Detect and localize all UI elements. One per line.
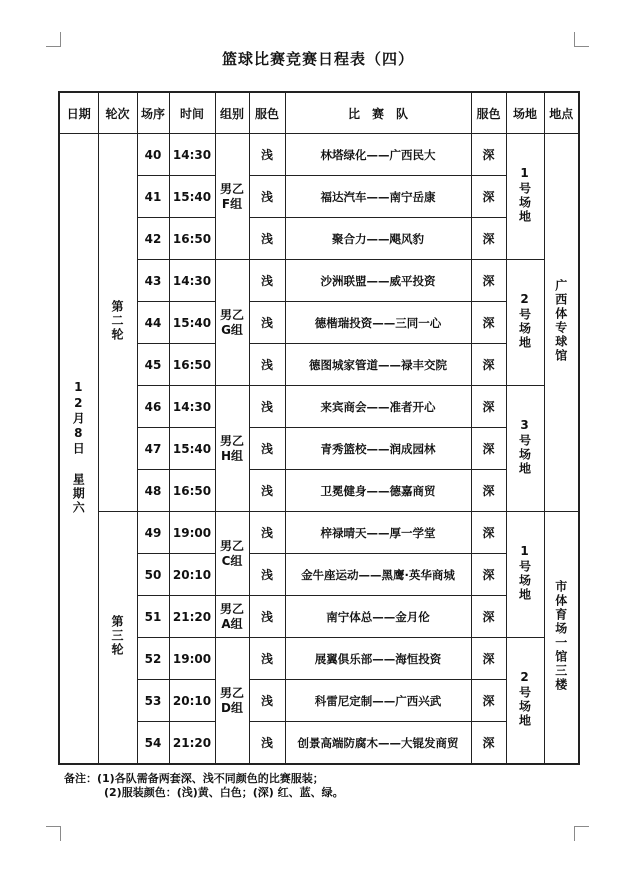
light-color: 浅 — [249, 302, 285, 344]
game-time: 15:40 — [169, 302, 215, 344]
round-cell — [98, 512, 137, 765]
light-color: 浅 — [249, 470, 285, 512]
note-line-1: 备注：(1)各队需备两套深、浅不同颜色的比赛服装； — [64, 772, 324, 785]
group-cell — [215, 386, 249, 512]
table-row — [59, 386, 579, 428]
dark-color: 深 — [471, 218, 506, 260]
dark-color: 深 — [471, 512, 506, 554]
round-label: 第二轮 — [110, 300, 124, 342]
game-no: 44 — [137, 302, 169, 344]
game-no: 54 — [137, 722, 169, 765]
light-color: 浅 — [249, 134, 285, 176]
teams: 创景高端防腐木——大锟发商贸 — [285, 722, 471, 765]
round-label: 第三轮 — [110, 615, 124, 657]
field-label: 3号场地 — [517, 418, 532, 476]
light-color: 浅 — [249, 512, 285, 554]
teams: 林塔绿化——广西民大 — [285, 134, 471, 176]
table-row — [59, 722, 579, 765]
note-line-2: (2)服装颜色：(浅)黄、白色；(深) 红、蓝、绿。 — [104, 786, 344, 799]
dark-color: 深 — [471, 554, 506, 596]
venue-label: 广西体专球馆 — [553, 279, 568, 363]
dark-color: 深 — [471, 722, 506, 765]
game-time: 14:30 — [169, 134, 215, 176]
field-label: 1号场地 — [517, 544, 532, 602]
field-cell — [506, 134, 544, 260]
teams: 科雷尼定制——广西兴武 — [285, 680, 471, 722]
group-label: 男乙H组 — [219, 433, 244, 463]
table-row — [59, 302, 579, 344]
dark-color: 深 — [471, 386, 506, 428]
venue-cell — [544, 134, 579, 512]
group-cell — [215, 134, 249, 260]
table-row — [59, 176, 579, 218]
teams: 卫冕健身——德嘉商贸 — [285, 470, 471, 512]
teams: 展翼俱乐部——海恒投资 — [285, 638, 471, 680]
table-row — [59, 512, 579, 554]
venue-label: 市体育场一馆三楼 — [553, 580, 568, 692]
group-cell — [215, 260, 249, 386]
light-color: 浅 — [249, 260, 285, 302]
light-color: 浅 — [249, 680, 285, 722]
header-row — [59, 92, 579, 134]
teams: 德图城家管道——禄丰交院 — [285, 344, 471, 386]
field-label: 2号场地 — [517, 670, 532, 728]
header-game-no: 场序 — [137, 92, 169, 134]
dark-color: 深 — [471, 134, 506, 176]
game-no: 45 — [137, 344, 169, 386]
header-round: 轮次 — [98, 92, 137, 134]
light-color: 浅 — [249, 638, 285, 680]
header-light-color: 服色 — [249, 92, 285, 134]
game-time: 16:50 — [169, 470, 215, 512]
game-time: 16:50 — [169, 218, 215, 260]
game-no: 48 — [137, 470, 169, 512]
table-row — [59, 680, 579, 722]
game-no: 51 — [137, 596, 169, 638]
table-row — [59, 554, 579, 596]
dark-color: 深 — [471, 638, 506, 680]
game-time: 19:00 — [169, 512, 215, 554]
game-no: 52 — [137, 638, 169, 680]
teams: 金牛座运动——黑鹰·英华商城 — [285, 554, 471, 596]
light-color: 浅 — [249, 218, 285, 260]
light-color: 浅 — [249, 428, 285, 470]
document-title: 篮球比赛竞赛日程表（四） — [221, 50, 414, 68]
field-cell — [506, 260, 544, 386]
group-label: 男乙C组 — [219, 538, 244, 568]
crop-mark-top-left — [46, 32, 61, 47]
light-color: 浅 — [249, 554, 285, 596]
group-label: 男乙G组 — [219, 307, 244, 337]
teams: 聚合力——飓风豹 — [285, 218, 471, 260]
light-color: 浅 — [249, 176, 285, 218]
teams: 南宁体总——金月伦 — [285, 596, 471, 638]
teams: 福达汽车——南宁岳康 — [285, 176, 471, 218]
group-label: 男乙F组 — [219, 181, 244, 211]
date-cell — [59, 134, 98, 765]
header-venue: 地点 — [544, 92, 579, 134]
game-time: 21:20 — [169, 722, 215, 765]
game-time: 14:30 — [169, 260, 215, 302]
light-color: 浅 — [249, 386, 285, 428]
crop-mark-bottom-right — [574, 826, 589, 841]
crop-mark-bottom-left — [46, 826, 61, 841]
teams: 青秀篮校——润成园林 — [285, 428, 471, 470]
header-teams: 比 赛 队 — [285, 92, 471, 134]
group-cell — [215, 596, 249, 638]
teams: 来宾商会——准者开心 — [285, 386, 471, 428]
field-cell — [506, 638, 544, 765]
dark-color: 深 — [471, 680, 506, 722]
dark-color: 深 — [471, 470, 506, 512]
dark-color: 深 — [471, 596, 506, 638]
table-row — [59, 596, 579, 638]
notes — [64, 772, 344, 800]
header-dark-color: 服色 — [471, 92, 506, 134]
field-label: 1号场地 — [517, 166, 532, 224]
group-label: 男乙A组 — [219, 601, 244, 631]
header-group: 组别 — [215, 92, 249, 134]
dark-color: 深 — [471, 260, 506, 302]
game-time: 15:40 — [169, 176, 215, 218]
weekday-text: 星期六 — [71, 472, 86, 515]
table-row — [59, 638, 579, 680]
game-time: 16:50 — [169, 344, 215, 386]
game-time: 20:10 — [169, 554, 215, 596]
game-no: 46 — [137, 386, 169, 428]
game-time: 21:20 — [169, 596, 215, 638]
dark-color: 深 — [471, 176, 506, 218]
table-row — [59, 134, 579, 176]
game-no: 49 — [137, 512, 169, 554]
game-time: 19:00 — [169, 638, 215, 680]
group-label: 男乙D组 — [219, 685, 244, 715]
game-no: 43 — [137, 260, 169, 302]
date-text: 12月8日 — [71, 379, 86, 456]
field-cell — [506, 386, 544, 512]
round-cell — [98, 134, 137, 512]
table-row — [59, 344, 579, 386]
light-color: 浅 — [249, 722, 285, 765]
table-row — [59, 470, 579, 512]
field-label: 2号场地 — [517, 292, 532, 350]
header-date: 日期 — [59, 92, 98, 134]
schedule-table — [58, 91, 580, 765]
teams: 梓禄晴天——厚一学堂 — [285, 512, 471, 554]
group-cell — [215, 638, 249, 765]
game-no: 42 — [137, 218, 169, 260]
game-time: 15:40 — [169, 428, 215, 470]
game-no: 40 — [137, 134, 169, 176]
table-row — [59, 260, 579, 302]
dark-color: 深 — [471, 344, 506, 386]
venue-cell — [544, 512, 579, 765]
game-time: 14:30 — [169, 386, 215, 428]
game-no: 41 — [137, 176, 169, 218]
table-row — [59, 428, 579, 470]
teams: 德楷瑞投资——三同一心 — [285, 302, 471, 344]
teams: 沙洲联盟——威平投资 — [285, 260, 471, 302]
game-time: 20:10 — [169, 680, 215, 722]
group-cell — [215, 512, 249, 596]
header-time: 时间 — [169, 92, 215, 134]
dark-color: 深 — [471, 302, 506, 344]
light-color: 浅 — [249, 596, 285, 638]
game-no: 53 — [137, 680, 169, 722]
light-color: 浅 — [249, 344, 285, 386]
table-row — [59, 218, 579, 260]
game-no: 50 — [137, 554, 169, 596]
dark-color: 深 — [471, 428, 506, 470]
crop-mark-top-right — [574, 32, 589, 47]
header-field: 场地 — [506, 92, 544, 134]
field-cell — [506, 512, 544, 638]
game-no: 47 — [137, 428, 169, 470]
